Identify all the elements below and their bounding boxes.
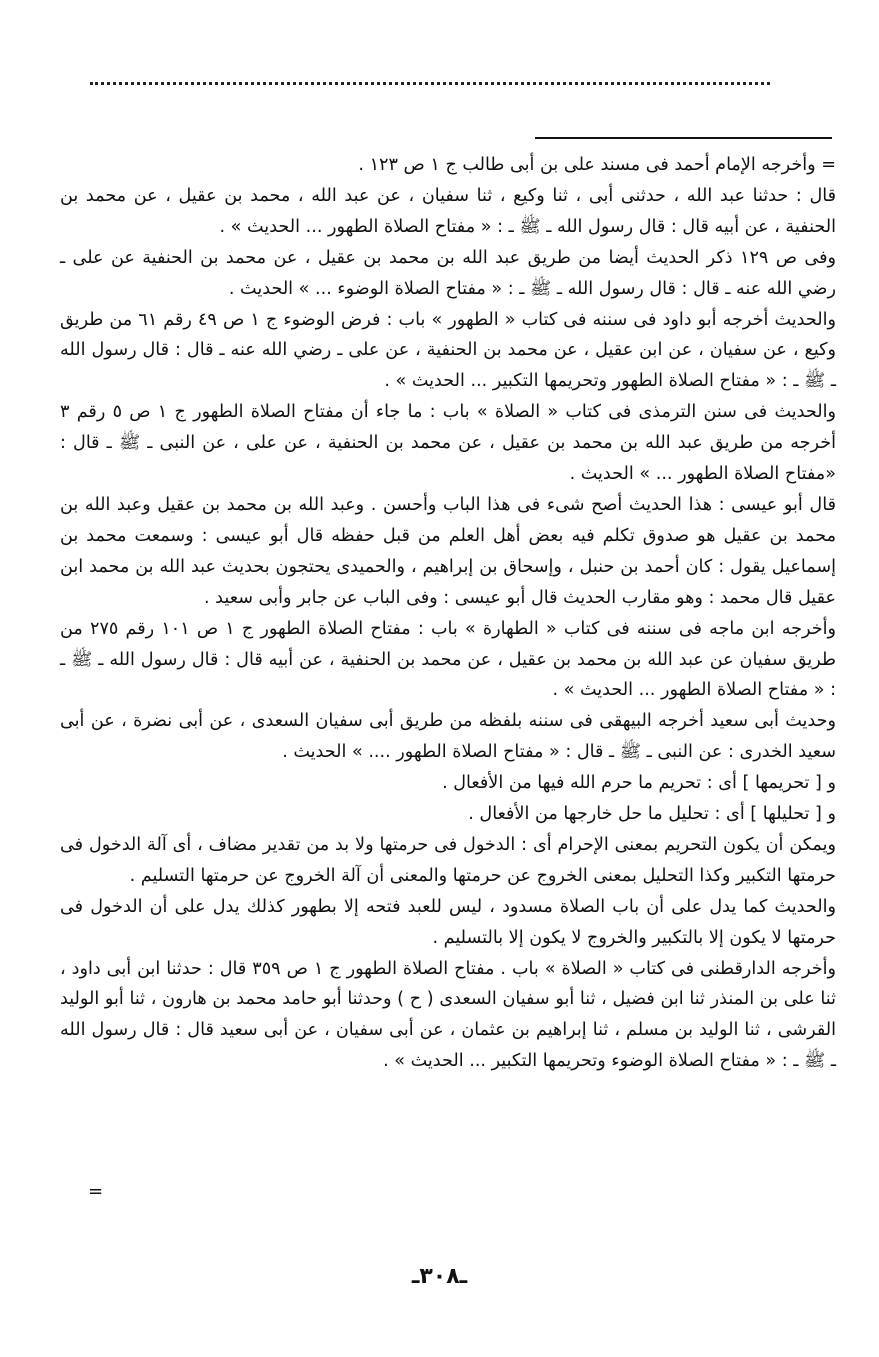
paragraph-daraqutni: وأخرجه الدارقطنى فى كتاب « الصلاة » باب . مفتاح الصلاة الطهور ج ١ ص ٣٥٩ قال : حدثنا ابن أبى داود ، ثنا على بن المنذر ثنا ابن فضيل ، ثنا أبو سفيان السعدى ( ح ) وحدثنا أبو حامد محمد بن هارون ، ثنا أبو الوليد القرشى ، ثنا الوليد بن مسلم ، ثنا إبراهيم بن عثمان ، عن أبى سفيان ، عن أبى سعيد قال : قال رسول الله ـ ﷺ ـ : « مفتاح الصلاة الوضوء وتحريمها التكبير ... الحديث » . [60, 958, 836, 1072]
paragraph-page-129: وفى ص ١٢٩ ذكر الحديث أيضا من طريق عبد الله بن محمد بن عقيل ، عن محمد بن الحنفية عن على ـ رضي الله عنه ـ قال : قال رسول الله ـ ﷺ ـ : « مفتاح الصلاة الوضوء ... » الحديث . [60, 247, 836, 299]
paragraph-ibn-majah: وأخرجه ابن ماجه فى سننه فى كتاب « الطهارة » باب : مفتاح الصلاة الطهور ج ١ ص ١٠١ رقم ٢٧٥ من طريق سفيان عن عبد الله بن محمد بن عقيل ، عن محمد بن الحنفية ، عن أبيه قال : قال رسول الله ـ ﷺ ـ : « مفتاح الصلاة الطهور ... الحديث » . [60, 618, 836, 701]
paragraph-bayhaqi: وحديث أبى سعيد أخرجه البيهقى فى سننه بلفظه من طريق أبى سفيان السعدى ، عن أبى نضرة ، عن أبى سعيد الخدرى : عن النبى ـ ﷺ ـ قال : « مفتاح الصلاة الطهور .... » الحديث . [60, 711, 836, 763]
paragraph-abu-dawud: والحديث أخرجه أبو داود فى سننه فى كتاب « الطهور » باب : فرض الوضوء ج ١ ص ٤٩ رقم ٦١ من طريق وكيع ، عن سفيان ، عن ابن عقيل ، عن محمد بن الحنفية ، عن على ـ رضي الله عنه ـ قال : قال رسول الله ـ ﷺ ـ : « مفتاح الصلاة الطهور وتحريمها التكبير ... الحديث » . [60, 309, 836, 392]
footnote-text-block [60, 150, 836, 1077]
paragraph-hadith-indication: والحديث كما يدل على أن باب الصلاة مسدود ، ليس للعبد فتحه إلا بطهور كذلك يدل على أن الدخول فى حرمتها لا يكون إلا بالتكبير والخروج لا يكون إلا بالتسليم . [60, 896, 836, 948]
paragraph-tahrimuha: و [ تحريمها ] أى : تحريم ما حرم الله فيها من الأفعال . [442, 773, 836, 794]
page-number: ـ٣٠٨ـ [411, 1264, 468, 1289]
footnote-separator-rule [535, 137, 832, 139]
paragraph-ahmad-chain: قال : حدثنا عبد الله ، حدثنى أبى ، ثنا وكيع ، ثنا سفيان ، عن عبد الله ، محمد بن عقيل ، عن محمد بن الحنفية ، عن أبيه قال : قال رسول الله ـ ﷺ ـ : « مفتاح الصلاة الطهور ... الحديث » . [60, 185, 836, 237]
continuation-mark: = [88, 1181, 104, 1202]
header-dotted-rule [90, 82, 770, 85]
paragraph-tahliluha: و [ تحليلها ] أى : تحليل ما حل خارجها من الأفعال . [468, 804, 836, 825]
paragraph-abu-isa-comment: قال أبو عيسى : هذا الحديث أصح شىء فى هذا الباب وأحسن . وعبد الله بن محمد بن عقيل وعبد الله بن محمد بن عقيل هو صدوق تكلم فيه بعض أهل العلم من قبل حفظه قال أبو عيسى : وسمعت محمد بن إسماعيل يقول : كان أحمد بن حنبل ، وإسحاق بن إبراهيم ، والحميدى يحتجون بحديث عبد الله بن محمد ابن عقيل قال محمد : وهو مقارب الحديث قال أبو عيسى : وفى الباب عن جابر وأبى سعيد . [60, 494, 836, 608]
paragraph-ahmad-musnad: = وأخرجه الإمام أحمد فى مسند على بن أبى طالب ج ١ ص ١٢٣ . [358, 155, 836, 175]
paragraph-tirmidhi: والحديث فى سنن الترمذى فى كتاب « الصلاة » باب : ما جاء أن مفتاح الصلاة الطهور ج ١ ص ٥ رقم ٣ أخرجه من طريق عبد الله بن محمد بن عقيل ، عن محمد بن الحنفية ، عن على ، عن النبى ـ ﷺ ـ قال : «مفتاح الصلاة الطهور ... » الحديث . [60, 402, 836, 485]
paragraph-ihram-meaning: ويمكن أن يكون التحريم بمعنى الإحرام أى : الدخول فى حرمتها ولا بد من تقدير مضاف ، أى آلة الدخول فى حرمتها التكبير وكذا التحليل بمعنى الخروج عن حرمتها والمعنى أن آلة الخروج عن حرمتها التسليم . [60, 834, 836, 886]
